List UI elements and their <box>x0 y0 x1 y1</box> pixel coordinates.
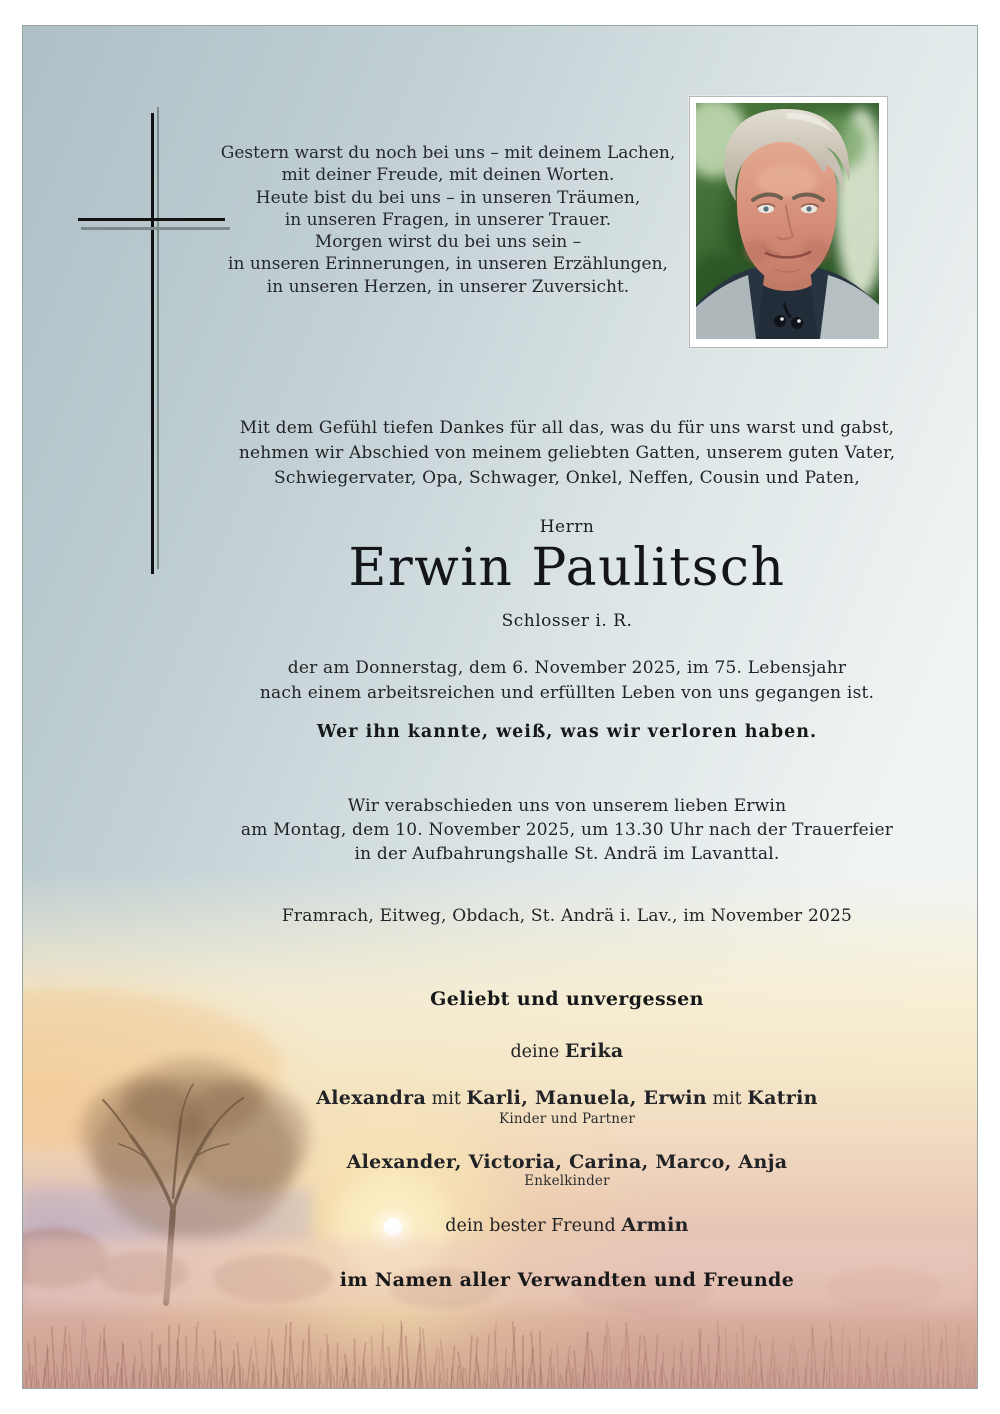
children-label: Kinder und Partner <box>499 1111 635 1127</box>
mourner-wife: deine Erika <box>510 1040 624 1062</box>
intro-paragraph <box>90 416 1000 491</box>
farewell-line: am Montag, dem 10. November 2025, um 13.30 Uhr nach der Trauerfeier <box>240 820 894 840</box>
mourners-headline: Geliebt und unvergessen <box>430 988 704 1010</box>
death-info-line: der am Donnerstag, dem 6. November 2025, im 75. Lebensjahr <box>287 658 847 678</box>
poem-line: in unseren Herzen, in unserer Zuversicht. <box>266 276 630 297</box>
deceased-profession: Schlosser i. R. <box>501 611 633 631</box>
deceased-name: Erwin Paulitsch <box>348 538 786 598</box>
obituary-card <box>22 25 978 1389</box>
mourner-grandchildren: Alexander, Victoria, Carina, Marco, Anja <box>346 1151 788 1173</box>
mourner-friend: dein bester Freund Armin <box>445 1214 689 1236</box>
poem-line: Gestern warst du noch bei uns – mit deinem Lachen, <box>220 143 676 163</box>
salutation: Herrn <box>539 517 595 537</box>
memorial-quote: Wer ihn kannte, weiß, was wir verloren haben. <box>316 722 818 742</box>
intro-line: nehmen wir Abschied von meinem geliebten Gatten, unserem guten Vater, <box>238 443 896 463</box>
place-date-line: Framrach, Eitweg, Obdach, St. Andrä i. Lav., im November 2025 <box>281 906 853 926</box>
death-info-line: nach einem arbeitsreichen und erfüllten Leben von uns gegangen ist. <box>259 683 875 703</box>
mourner-children: Alexandra mit Karli, Manuela, Erwin mit Katrin <box>316 1087 818 1109</box>
grandchildren-label: Enkelkinder <box>524 1173 610 1189</box>
poem-line: Heute bist du bei uns – in unseren Träumen, <box>255 187 641 208</box>
death-info <box>90 656 1000 706</box>
poem-line: in unseren Fragen, in unserer Trauer. <box>284 209 612 230</box>
intro-line: Schwiegervater, Opa, Schwager, Onkel, Neffen, Cousin und Paten, <box>274 468 860 488</box>
farewell-paragraph <box>90 794 1000 866</box>
intro-line: Mit dem Gefühl tiefen Dankes für all das, was du für uns warst und gabst, <box>239 418 895 438</box>
closing-line: im Namen aller Verwandten und Freunde <box>339 1269 795 1291</box>
farewell-line: Wir verabschieden uns von unserem lieben Erwin <box>347 796 787 816</box>
poem-line: in unseren Erinnerungen, in unseren Erzählungen, <box>228 254 668 275</box>
poem-line: Morgen wirst du bei uns sein – <box>314 232 582 253</box>
memorial-poem <box>0 142 925 298</box>
farewell-line: in der Aufbahrungshalle St. Andrä im Lavanttal. <box>354 844 780 864</box>
poem-line: mit deiner Freude, mit deinen Worten. <box>281 165 615 186</box>
grass-stems <box>23 1321 977 1388</box>
